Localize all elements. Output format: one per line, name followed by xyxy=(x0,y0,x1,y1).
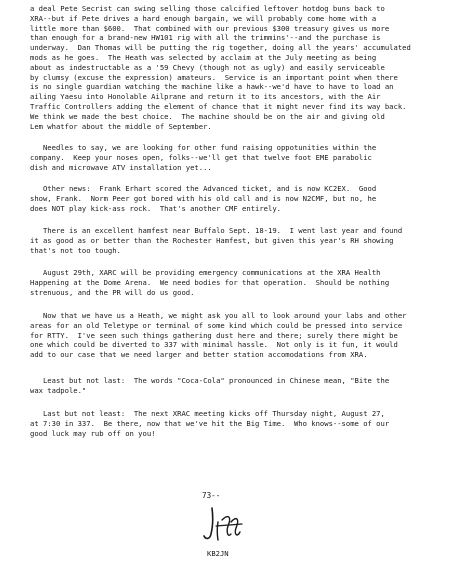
text-line: Happening at the Dome Arena. We need bodies for that operation. Should be nothing xyxy=(30,277,390,287)
text-line: Traffic Controllers adding the element of chance that it might never find its way back. xyxy=(30,101,407,111)
text-line: company. Keep your noses open, folks--we'll get that twelve foot EME parabolic xyxy=(30,152,372,162)
paragraph-rtty-request xyxy=(30,311,458,360)
text-line: about as indestructable as a '59 Chevy (though not as ugly) and easily serviceable xyxy=(30,62,385,72)
text-line: underway. Dan Thomas will be putting the rig together, doing all the years' accumulated xyxy=(30,43,411,53)
text-line: ailing Yaesu into Honolable Ailprane and return it to its ancestors, with the Air xyxy=(30,92,381,102)
text-line: show, Frank. Norm Peer got bored with his old call and is now N2CMF, but no, he xyxy=(30,193,377,203)
text-line: does NOT play kick-ass rock. That's another CMF entirely. xyxy=(30,203,281,213)
text-line: it as good as or better than the Rochester Hamfest, but given this year's RH showing xyxy=(30,235,394,245)
paragraph-other-news xyxy=(30,184,458,213)
text-line: at 7:30 in 337. Be there, now that we've hit the Big Time. Who knows--some of our xyxy=(30,418,390,428)
text-line: Needles to say, we are looking for other fund raising oppotunities within the xyxy=(30,143,377,152)
text-line: by clumsy (excuse the expression) amateurs. Service is an important point when there xyxy=(30,72,398,82)
text-line: for RTTY. I've seen such things gathering dust here and there; surely there might be xyxy=(30,330,398,340)
paragraph-heath-purchase xyxy=(30,4,458,131)
text-line: Now that we have us a Heath, we might ask you all to look around your labs and other xyxy=(30,311,407,320)
paragraph-emergency-comms xyxy=(30,268,458,297)
paragraph-next-meeting xyxy=(30,409,458,438)
text-line: is no single guardian watching the machine like a hawk--we'd have to have to load an xyxy=(30,82,394,92)
paragraph-fund-raising xyxy=(30,143,458,172)
handwritten-signature xyxy=(198,504,246,544)
valediction: 73-- xyxy=(202,491,221,500)
text-line: Last but not least: The next XRAC meeting kicks off Thursday night, August 27, xyxy=(30,409,385,418)
text-line: XRA--but if Pete drives a hard enough bargain, we will probably come home with a xyxy=(30,13,377,23)
text-line: mods as he goes. The Heath was selected by acclaim at the July meeting as being xyxy=(30,52,377,62)
text-line: one which could be diverted to 337 with minimal hassle. Not only is it fun, it would xyxy=(30,340,398,350)
text-line: good luck may rub off on you! xyxy=(30,428,156,438)
text-line: Other news: Frank Erhart scored the Advanced ticket, and is now KC2EX. Good xyxy=(30,184,377,193)
text-line: August 29th, XARC will be providing emergency communications at the XRA Health xyxy=(30,268,381,277)
paragraph-coca-cola xyxy=(30,376,458,396)
text-line: Lem whatfor about the middle of September. xyxy=(30,121,212,131)
text-line: There is an excellent hamfest near Buffalo Sept. 18-19. I went last year and found xyxy=(30,226,403,235)
text-line: that's not too tough. xyxy=(30,245,121,255)
text-line: Least but not last: The words "Coca-Cola" pronounced in Chinese mean, "Bite the xyxy=(30,376,390,385)
text-line: strenuous, and the PR will do us good. xyxy=(30,287,195,297)
callsign-signature: KB2JN xyxy=(207,549,229,558)
paragraph-hamfest xyxy=(30,226,458,255)
text-line: than enough for a brand-new HW101 rig with all the trimmins'--and the purchase is xyxy=(30,33,381,43)
text-line: a deal Pete Secrist can swing selling those calcified leftover hotdog buns back to xyxy=(30,4,385,13)
text-line: add to our case that we need larger and better station accomodations from XRA. xyxy=(30,350,368,360)
text-line: little more than $600. That combined with our previous $300 treasury gives us more xyxy=(30,23,390,33)
text-line: We think we made the best choice. The machine should be on the air and giving old xyxy=(30,111,385,121)
text-line: dish and microwave ATV installation yet... xyxy=(30,162,212,172)
text-line: areas for an old Teletype or terminal of some kind which could be pressed into service xyxy=(30,320,403,330)
text-line: wax tadpole." xyxy=(30,385,87,395)
